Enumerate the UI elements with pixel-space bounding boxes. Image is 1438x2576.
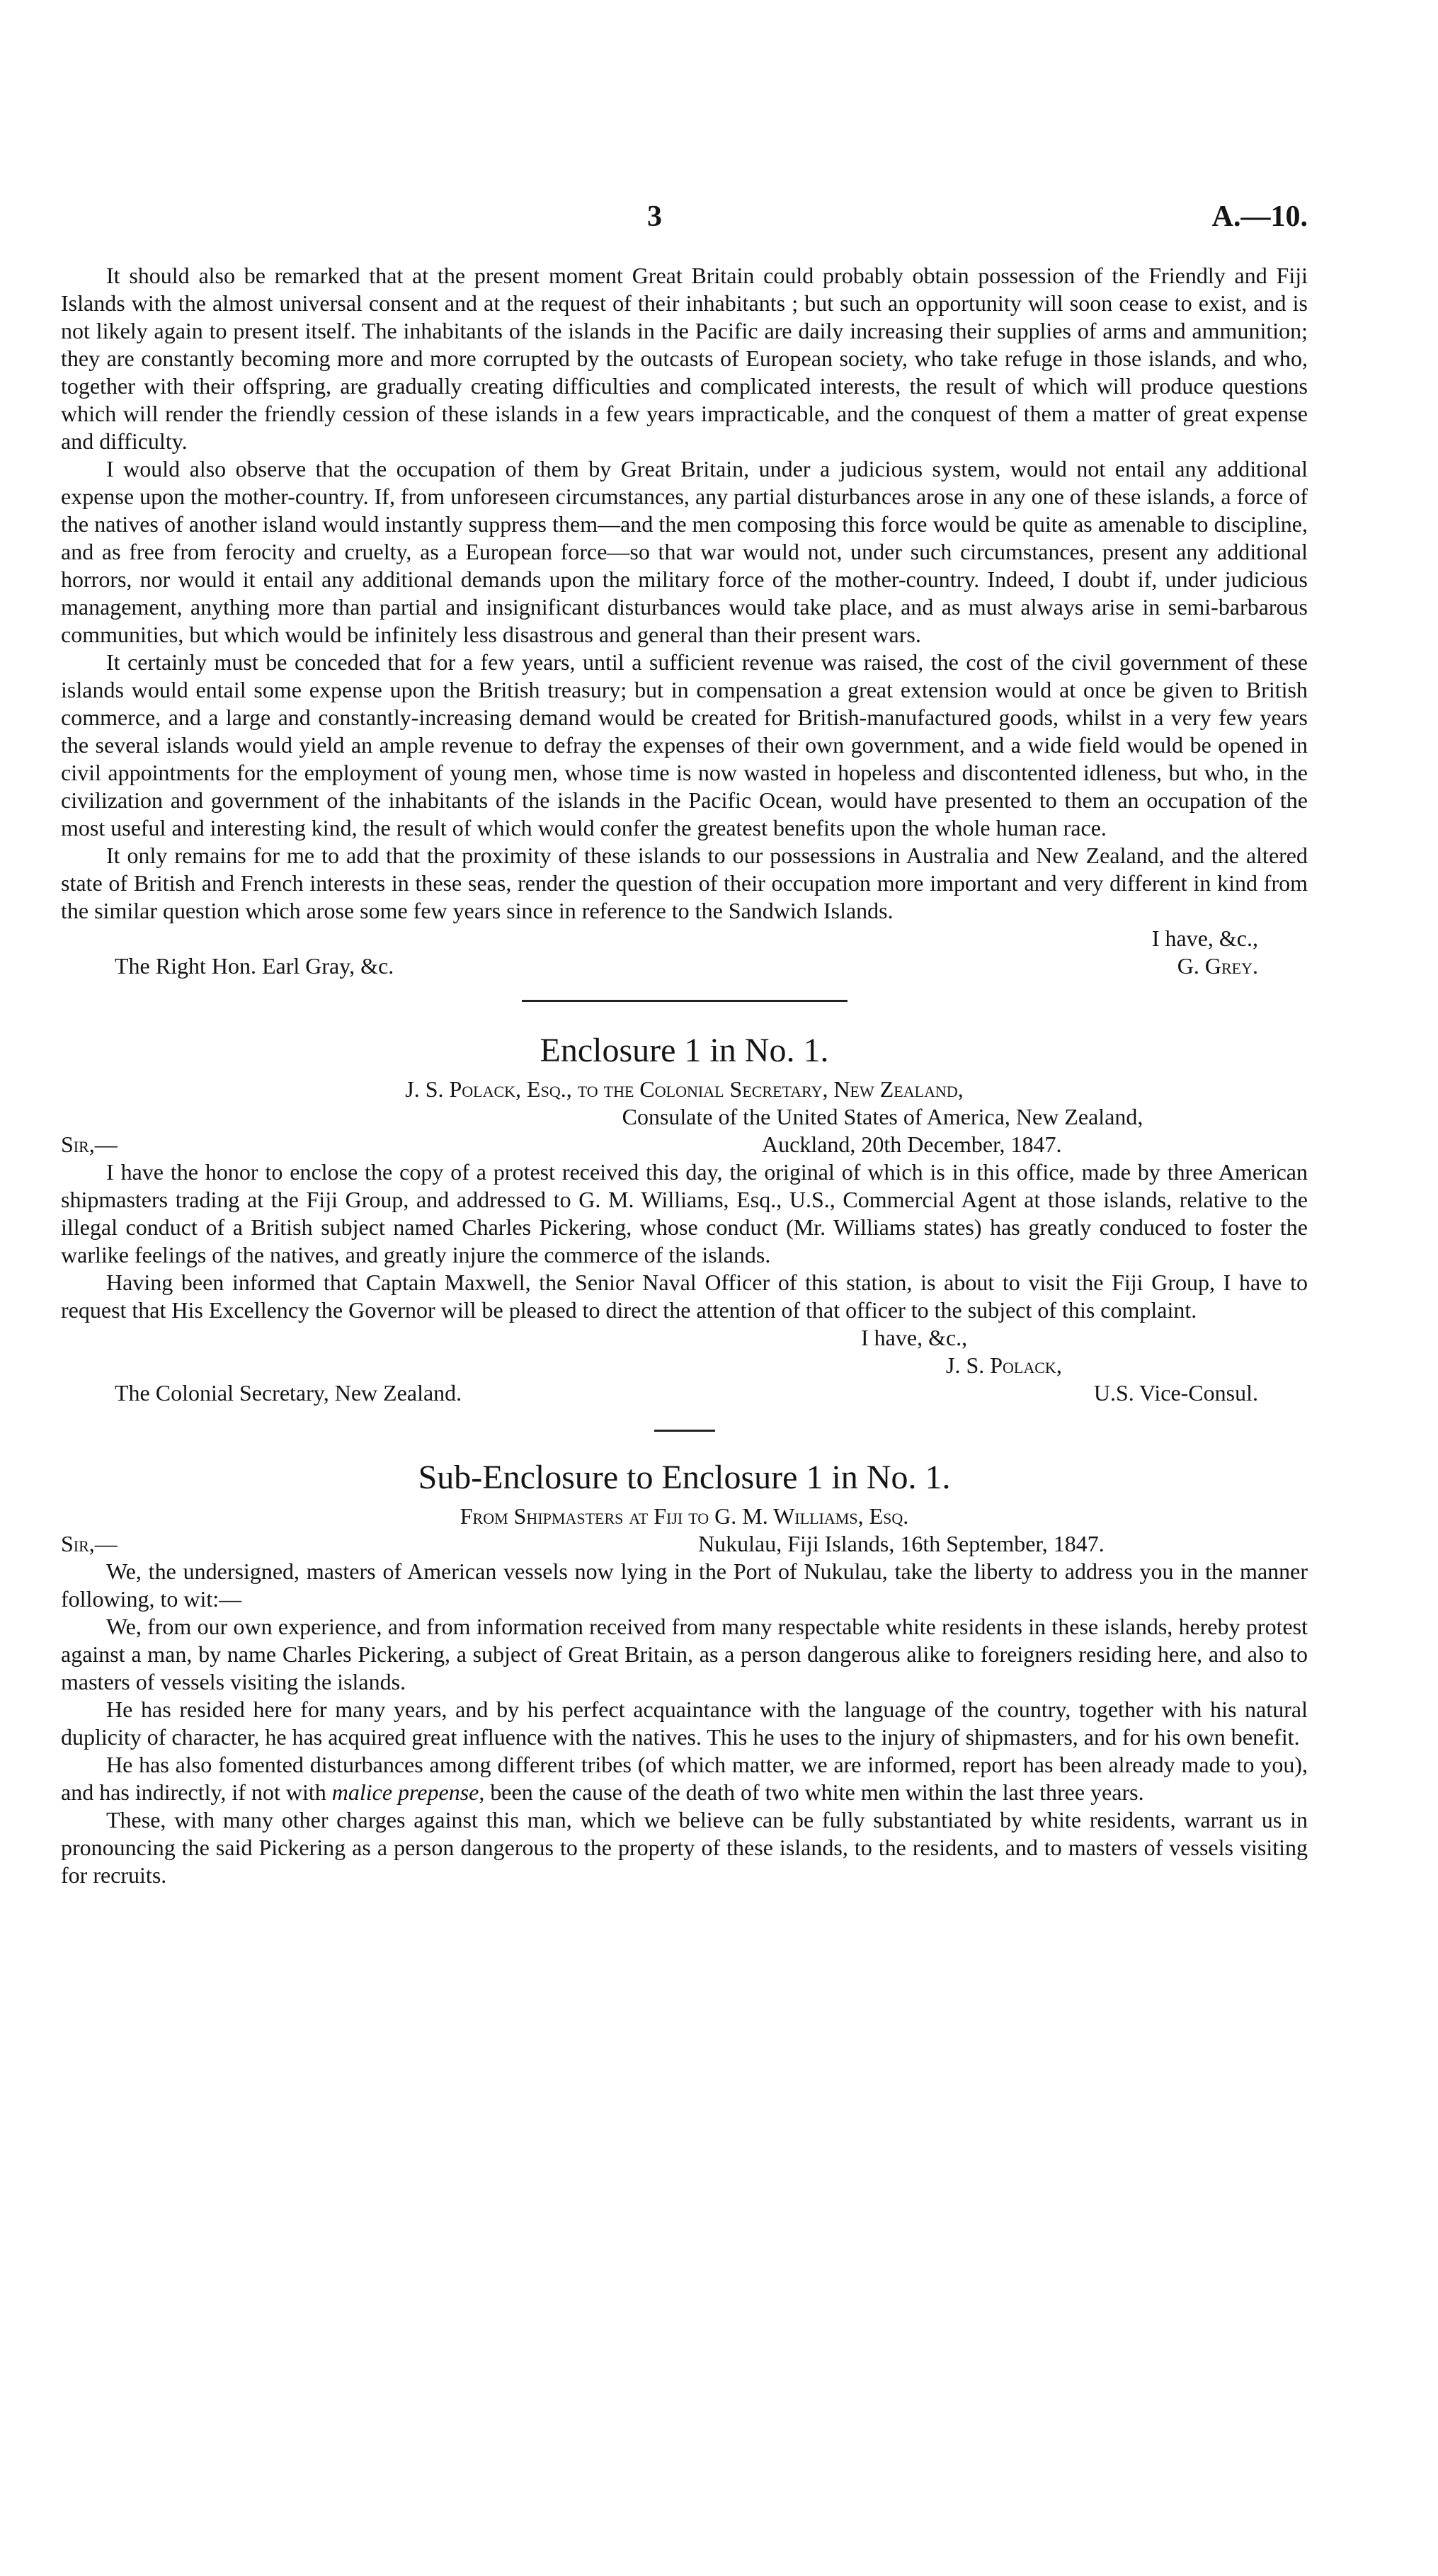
- salutation-row: [61, 1530, 1308, 1558]
- enclosure-from-to: J. S. Polack, Esq., to the Colonial Secretary, New Zealand,: [405, 1076, 964, 1102]
- text-run: He has also fomented disturbances among different tribes (of which matter, we are informed, report has been already made to you), and has indirectly, if not with: [61, 1752, 1308, 1805]
- paragraph: Having been informed that Captain Maxwell, the Senior Naval Officer of this station, is about to visit the Fiji Group, I have to request that His Excellency the Governor will be pleased to direct the attention of that officer to the subject of this complaint.: [61, 1270, 1308, 1323]
- salutation-row: [61, 1131, 1308, 1158]
- signer-title: U.S. Vice-Consul.: [1093, 1380, 1258, 1406]
- salutation: Sir,—: [61, 1531, 118, 1556]
- closing: I have, &c.,: [861, 1325, 968, 1350]
- signer: J. S. Polack,: [946, 1352, 1062, 1378]
- italic-phrase: malice prepense: [331, 1779, 479, 1805]
- paragraph: It only remains for me to add that the proximity of these islands to our possessions in Australia and New Zealand, and the altered state of British and French interests in these seas, render the question of their occupation more important and very different in kind from the similar question which arose some few years since in reference to the Sandwich Islands.: [61, 843, 1308, 923]
- series-number: A.—10.: [1211, 200, 1308, 233]
- enclosure-title: Enclosure 1 in No. 1.: [540, 1032, 829, 1069]
- paragraph: These, with many other charges against this man, which we believe can be fully substantiated by white residents, warrant us in pronouncing the said Pickering as a person dangerous to the property of these islands, to the residents, and to masters of vessels visiting for recruits.: [61, 1807, 1308, 1888]
- paragraph: It should also be remarked that at the present moment Great Britain could probably obtain possession of the Friendly and Fiji Islands with the almost universal consent and at the request of their inhabitants ; but such an opportunity will soon cease to exist, and is not likely again to present itself. The inhabitants of the islands in the Pacific are daily increasing their supplies of arms and ammunition; they are constantly becoming more and more corrupted by the outcasts of European society, who take refuge in those islands, and who, together with their offspring, are gradually creating difficulties and complicated interests, the result of which will produce questions which will render the friendly cession of these islands in a few years impracticable, and the conquest of them a matter of great expense and difficulty.: [61, 263, 1308, 454]
- signature-row: [61, 1379, 1308, 1407]
- place-date: Auckland, 20th December, 1847.: [762, 1132, 1062, 1157]
- sub-enclosure-from-to: From Shipmasters at Fiji to G. M. Williams, Esq.: [460, 1503, 909, 1529]
- text-run: , been the cause of the death of two white men within the last three years.: [479, 1779, 1144, 1805]
- paragraph: He has resided here for many years, and by his perfect acquaintance with the language of the country, together with his natural duplicity of character, he has acquired great influence with the natives. This he uses to the injury of shipmasters, and for his own benefit.: [61, 1697, 1308, 1750]
- divider: [654, 1430, 715, 1432]
- paragraph: It certainly must be conceded that for a few years, until a sufficient revenue was raised, the cost of the civil government of these islands would entail some expense upon the British treasury; but in compensation a great extension would at once be given to British commerce, and a large and constantly-increasing demand would be created for British-manufactured goods, whilst in a very few years the several islands would yield an ample revenue to defray the expenses of their own government, and a wide field would be opened in civil appointments for the employment of young men, whose time is now wasted in hopeless and discontented idleness, but who, in the civilization and government of the inhabitants of the islands in the Pacific Ocean, would have presented to them an occupation of the most useful and interesting kind, the result of which would confer the greatest benefits upon the whole human race.: [61, 649, 1308, 840]
- paragraph: We, from our own experience, and from information received from many respectable white residents in these islands, hereby protest against a man, by name Charles Pickering, a subject of Great Britain, as a person dangerous alike to foreigners residing here, and also to masters of vessels visiting the islands.: [61, 1614, 1308, 1694]
- letter-body: [61, 262, 1308, 980]
- place-date: Nukulau, Fiji Islands, 16th September, 1847.: [698, 1531, 1105, 1556]
- consulate-line: Consulate of the United States of America, New Zealand,: [622, 1104, 1143, 1129]
- closing: I have, &c.,: [1151, 925, 1258, 951]
- paragraph: [61, 1751, 1308, 1806]
- page-header: [61, 0, 1308, 262]
- addressee: The Right Hon. Earl Gray, &c.: [115, 953, 394, 979]
- enclosure-1: [61, 1030, 1308, 1407]
- paragraph: I have the honor to enclose the copy of a protest received this day, the original of which is in this office, made by three American shipmasters trading at the Fiji Group, and addressed to G. M. Williams, Esq., U.S., Commercial Agent at those islands, relative to the illegal conduct of a British subject named Charles Pickering, whose conduct (Mr. Williams states) has greatly conduced to foster the warlike feelings of the natives, and greatly injure the commerce of the islands.: [61, 1159, 1308, 1267]
- page-number: 3: [647, 200, 662, 233]
- addressee: The Colonial Secretary, New Zealand.: [115, 1380, 462, 1406]
- divider: [522, 1000, 848, 1002]
- signature-row: [61, 952, 1308, 980]
- paragraph: I would also observe that the occupation of them by Great Britain, under a judicious system, would not entail any additional expense upon the mother-country. If, from unforeseen circumstances, any partial disturbances arose in any one of these islands, a force of the natives of another island would instantly suppress them—and the men composing this force would be quite as amenable to discipline, and as free from ferocity and cruelty, as a European force—so that war would not, under such circumstances, present any additional horrors, nor would it entail any additional demands upon the military force of the mother-country. Indeed, I doubt if, under judicious management, anything more than partial and insignificant disturbances would take place, and as must always arise in semi-barbarous communities, but which would be infinitely less disastrous and general than their present wars.: [61, 456, 1308, 647]
- salutation: Sir,—: [61, 1132, 118, 1157]
- sub-enclosure: [61, 1457, 1308, 1889]
- paragraph: We, the undersigned, masters of American vessels now lying in the Port of Nukulau, take the liberty to address you in the manner following, to wit:—: [61, 1558, 1308, 1612]
- sub-enclosure-title: Sub-Enclosure to Enclosure 1 in No. 1.: [418, 1459, 951, 1496]
- signature: G. Grey.: [1177, 953, 1258, 979]
